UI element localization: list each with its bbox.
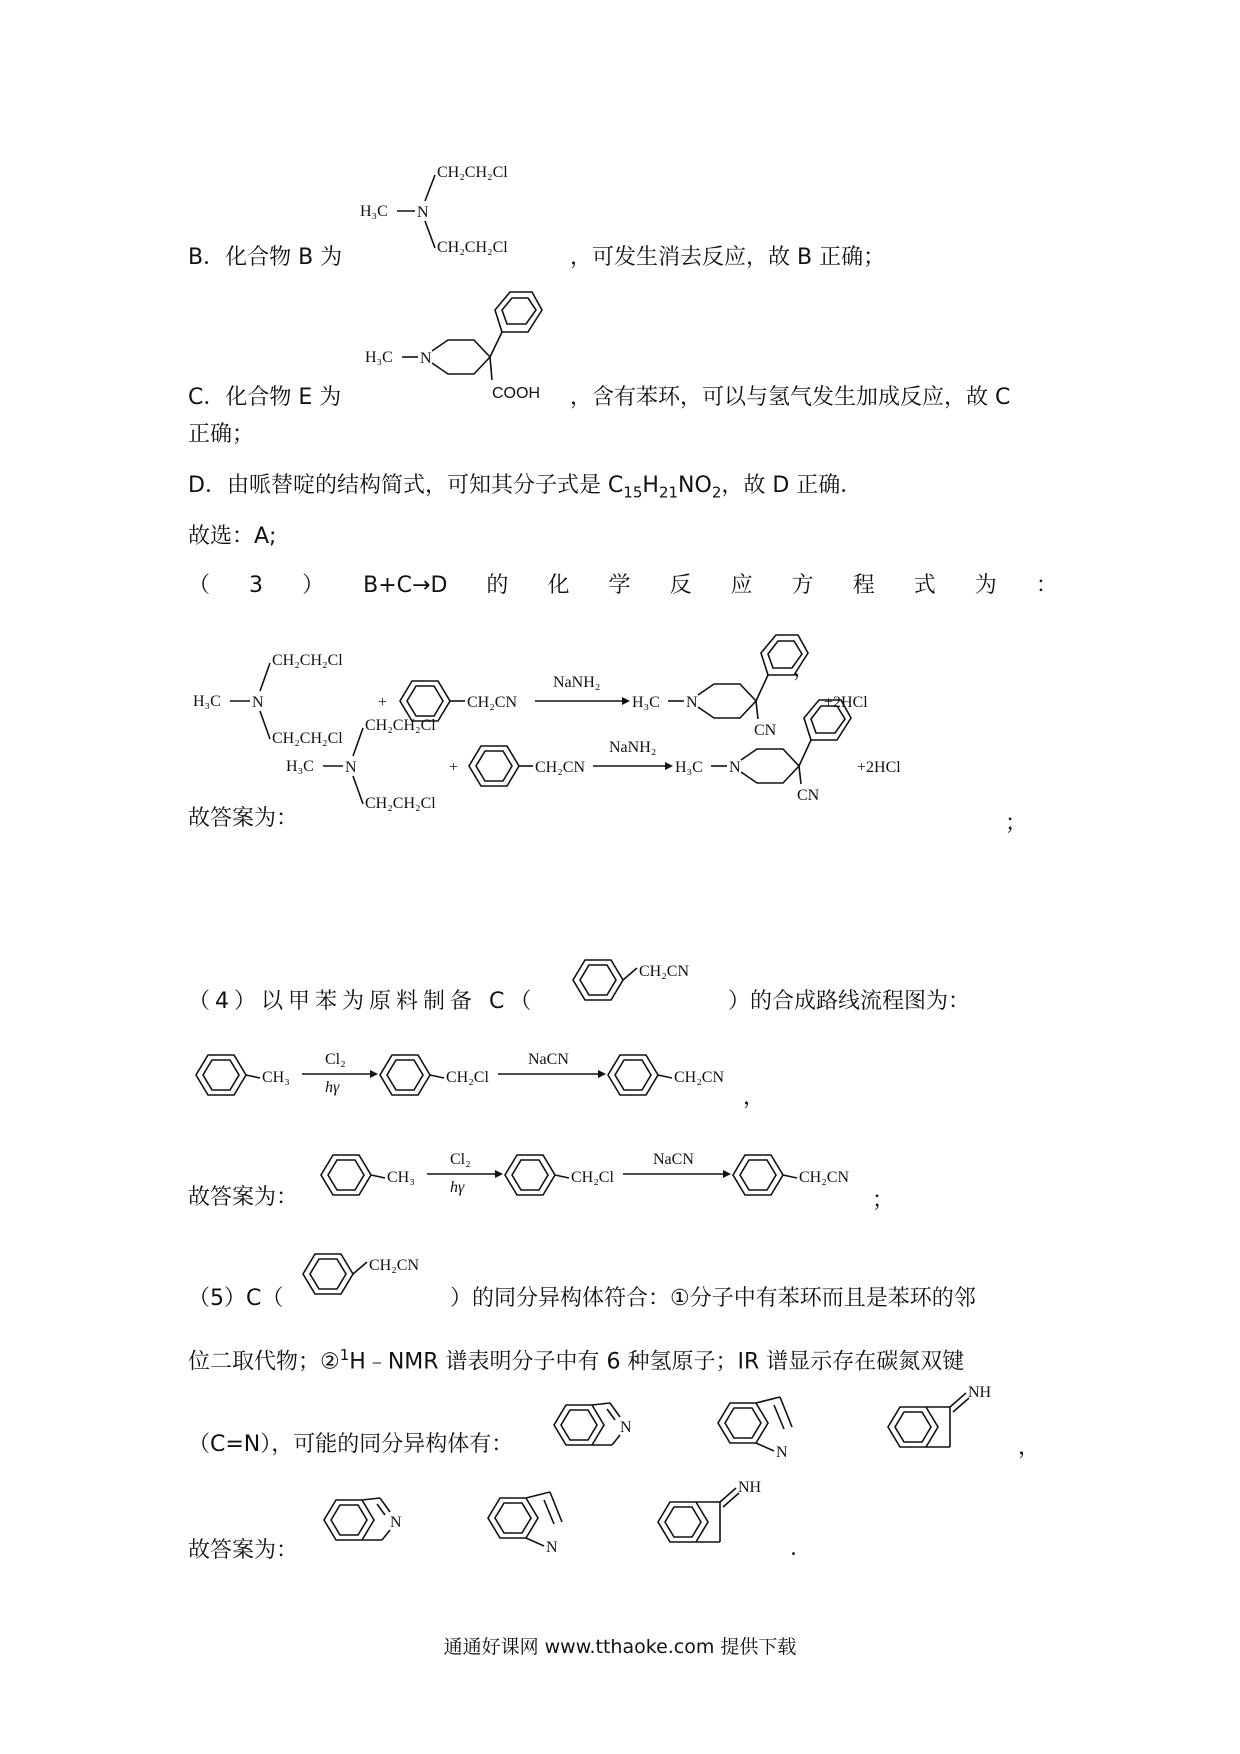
label-ch2ch2cl: CH₂CH₂Cl: [272, 652, 343, 669]
q4-pre: （4）以甲苯为原料制备 C（: [188, 989, 537, 1014]
q5-answer-label: 故答案为：: [188, 1538, 299, 1563]
label-ch3: CH₃: [262, 1069, 290, 1086]
sub-15: 15: [623, 483, 643, 502]
q3-token: 的: [486, 573, 509, 598]
q3-token: 3: [249, 573, 264, 598]
label-hv: hγ: [450, 1179, 465, 1196]
label-h3c: H₃C: [632, 694, 660, 711]
q3-token: ）: [302, 573, 325, 598]
label-nanh2: NaNH₂: [553, 674, 601, 691]
isomers-row-answer: [318, 1480, 788, 1560]
label-n: N: [686, 694, 698, 711]
q3-answer-label: 故答案为：: [188, 806, 299, 831]
label-cn: CN: [754, 722, 777, 739]
label-nh: NH: [968, 1384, 992, 1401]
item-c-tail: ，含有苯环，可以与氢气发生加成反应，故 C: [570, 385, 1011, 410]
q3-token: 反: [669, 573, 692, 598]
synthesis-route-q4-answer: [315, 1140, 895, 1210]
isomer-isoindole: [554, 1403, 632, 1445]
compound-c-structure: [565, 952, 725, 1008]
label-nacn: NaCN: [653, 1151, 694, 1168]
q3-heading: [188, 571, 1058, 601]
formula-no: NO: [678, 473, 712, 498]
label-ch2ch2cl: CH₂CH₂Cl: [437, 164, 508, 181]
q3-token: 应: [730, 573, 753, 598]
q5-period: .: [790, 1536, 797, 1561]
label-cn: CN: [797, 787, 820, 804]
label-hv: hγ: [325, 1079, 340, 1096]
label-ch2cn: CH₂CN: [467, 694, 518, 711]
label-cl2: Cl₂: [325, 1051, 346, 1068]
label-ch2ch2cl: CH₂CH₂Cl: [365, 795, 436, 812]
label-ch2cn: CH₂CN: [799, 1169, 850, 1186]
label-nacn: NaCN: [528, 1051, 569, 1068]
label-ch2cl: CH₂Cl: [446, 1069, 489, 1086]
isomer-indolenine: [488, 1492, 562, 1556]
label-cl2: Cl₂: [450, 1151, 471, 1168]
label-n: N: [252, 694, 264, 711]
q3-token: 为: [974, 573, 997, 598]
label-2hcl: +2HCl: [857, 759, 901, 776]
q5-pre: （5）C（: [188, 1286, 284, 1311]
label-h3c: H₃C: [675, 759, 703, 776]
q3-token: ：: [1035, 573, 1058, 598]
isomers-row: [548, 1385, 1018, 1465]
isomer-indolenine: [718, 1397, 792, 1461]
label-ch2cn: CH₂CN: [535, 759, 586, 776]
q4-answer-label: 故答案为：: [188, 1185, 299, 1210]
label-ch2cl: CH₂Cl: [571, 1169, 614, 1186]
label-cooh: COOH: [492, 385, 540, 402]
label-h3c: H₃C: [286, 758, 314, 775]
q3-token: 方: [791, 573, 814, 598]
label-ch2ch2cl: CH₂CH₂Cl: [272, 730, 343, 747]
q3-semicolon: ；: [1005, 811, 1028, 836]
isomer-benzocyclobutenimine: [888, 1384, 992, 1447]
q3-token: 程: [852, 573, 875, 598]
label-n: N: [776, 1444, 788, 1461]
label-ch2ch2cl: CH₂CH₂Cl: [437, 239, 508, 256]
q4-heading: [188, 987, 536, 1017]
label-n: N: [417, 204, 429, 221]
label-plus: +: [449, 759, 459, 776]
label-ch2cn: CH₂CN: [369, 1257, 420, 1274]
compound-e-structure: [360, 282, 560, 412]
q4-post: ）的合成路线流程图为：: [728, 989, 971, 1014]
sup-1: 1: [339, 1346, 350, 1364]
label-n: N: [420, 350, 432, 367]
item-d-pre: D．由哌替啶的结构简式，可知其分子式是 C: [188, 473, 624, 498]
q5-line2-pre: 位二取代物；②: [188, 1349, 340, 1375]
label-ch2ch2cl: CH₂CH₂Cl: [365, 717, 436, 734]
q5-line2-post: H﹣NMR 谱表明分子中有 6 种氢原子；IR 谱显示存在碳氮双键: [349, 1349, 965, 1375]
item-b-tail: ，可发生消去反应，故 B 正确；: [570, 245, 886, 270]
reaction-equation-q3-answer: [283, 700, 1003, 820]
select-answer: 故选：A;: [188, 524, 277, 549]
q3-token: （: [188, 573, 211, 598]
formula-h: H: [642, 473, 659, 498]
label-ch2cn: CH₂CN: [674, 1069, 725, 1086]
label-ch3: CH₃: [387, 1169, 415, 1186]
q3-comma: ，: [793, 657, 816, 682]
q5-comma: ，: [1018, 1435, 1041, 1460]
label-n: N: [620, 1419, 632, 1436]
q4-semicolon: ；: [872, 1188, 895, 1213]
q4-comma: ，: [743, 1085, 766, 1110]
item-b: [188, 243, 342, 273]
page-footer: 通通好课网 www.tthaoke.com 提供下载: [443, 1636, 797, 1658]
item-d-post: ，故 D 正确．: [721, 473, 863, 498]
label-nh: NH: [738, 1479, 762, 1496]
compound-b-structure: [355, 160, 565, 260]
label-n: N: [729, 759, 741, 776]
item-d: [188, 471, 862, 507]
label-n: N: [546, 1539, 558, 1556]
label-h3c: H₃C: [360, 203, 388, 220]
q5-line3: （C=N），可能的同分异构体有：: [188, 1432, 514, 1457]
label-plus: +: [378, 694, 388, 711]
label-h3c: H₃C: [365, 349, 393, 366]
q3-token: 化: [547, 573, 570, 598]
sub-21: 21: [658, 483, 679, 502]
isomer-benzocyclobutenimine: [658, 1479, 762, 1542]
label-nanh2: NaNH₂: [609, 739, 657, 756]
item-c: C．化合物 E 为: [188, 385, 342, 410]
compound-c-structure-q5: [295, 1246, 455, 1302]
q5-line2: [188, 1340, 964, 1377]
synthesis-route-q4: [190, 1040, 770, 1110]
q3-token: 学: [608, 573, 631, 598]
q3-token: B+C→D: [363, 573, 448, 598]
q3-token: 式: [913, 573, 936, 598]
label-n: N: [345, 759, 357, 776]
label-n: N: [390, 1514, 402, 1531]
item-c-cont: 正确；: [188, 422, 255, 447]
label-2hcl: +2HCl: [824, 694, 868, 711]
q5-post: ）的同分异构体符合：①分子中有苯环而且是苯环的邻: [450, 1286, 976, 1311]
item-b-text: B．化合物 B 为: [188, 245, 343, 270]
label-ch2cn: CH₂CN: [639, 963, 690, 980]
label-h3c: H₃C: [193, 693, 221, 710]
isomer-isoindole: [324, 1498, 402, 1540]
sub-2: 2: [711, 483, 722, 502]
